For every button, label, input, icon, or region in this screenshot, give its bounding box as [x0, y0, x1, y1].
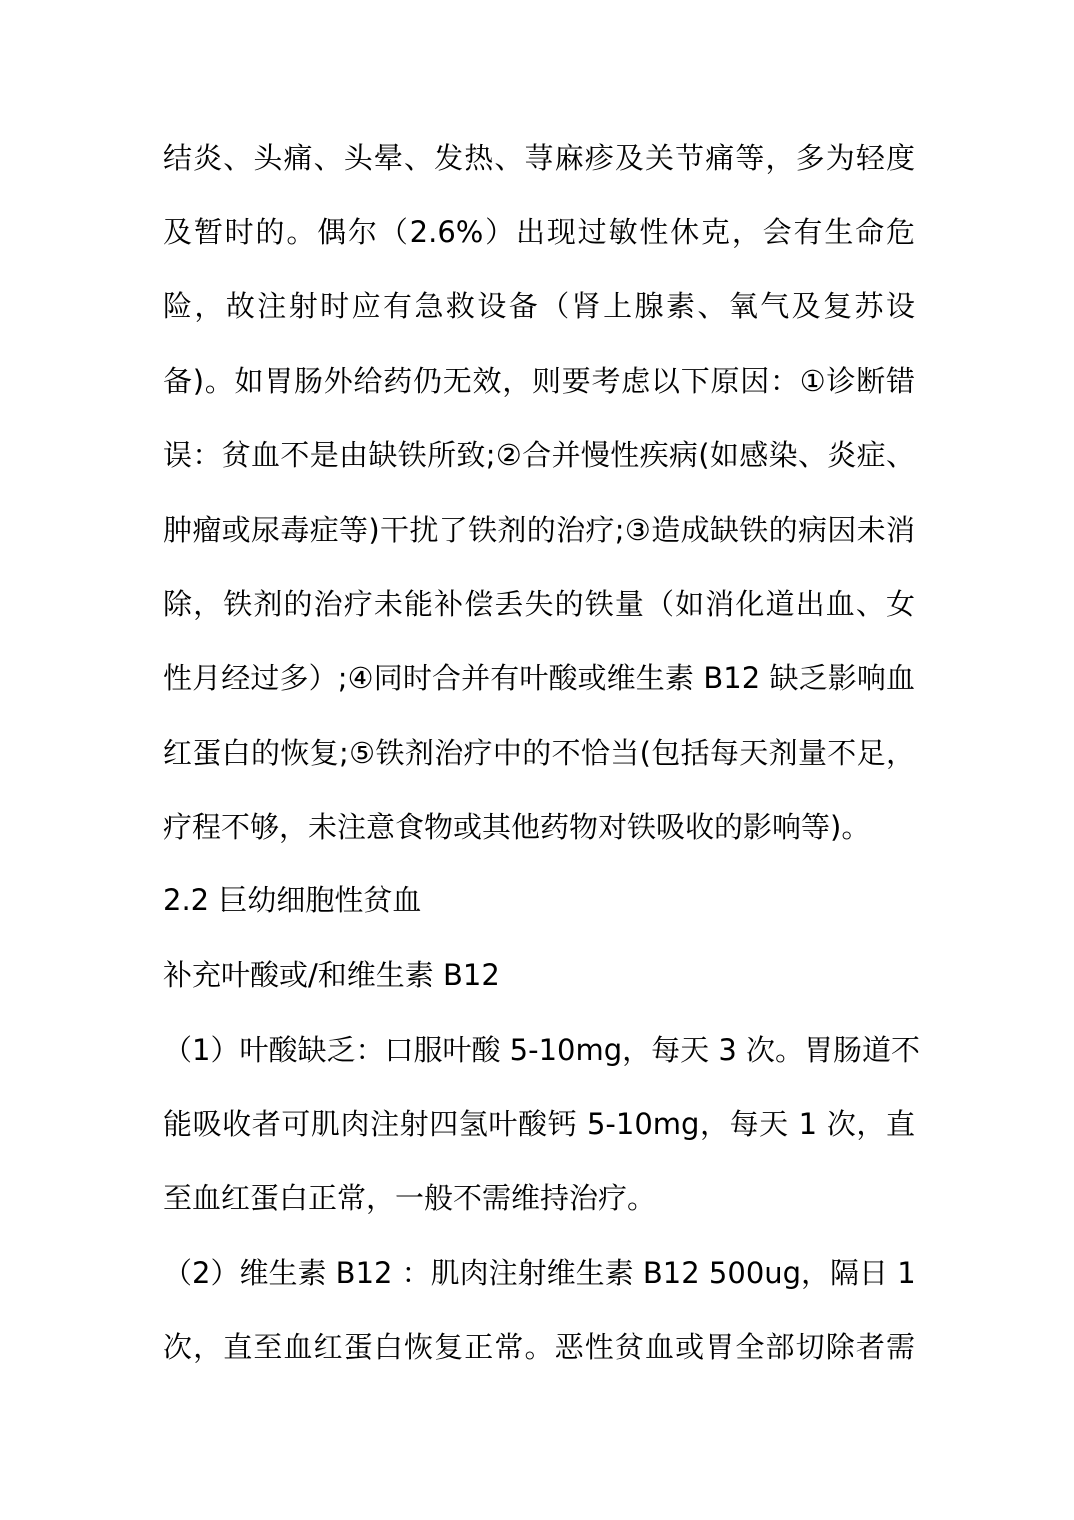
text-line: 次，直至血红蛋白恢复正常。恶性贫血或胃全部切除者需 [163, 1330, 915, 1364]
text-line: 肿瘤或尿毒症等)干扰了铁剂的治疗;③造成缺铁的病因未消 [163, 513, 915, 547]
text-line: （2）维生素 B12 ：肌肉注射维生素 B12 500ug，隔日 1 [163, 1256, 916, 1290]
text-line: 红蛋白的恢复;⑤铁剂治疗中的不恰当(包括每天剂量不足， [163, 736, 915, 770]
text-line: 及暂时的。偶尔（2.6%）出现过敏性休克，会有生命危 [163, 215, 915, 249]
section-heading: 2.2 巨幼细胞性贫血 [163, 883, 422, 917]
text-line: 性月经过多）;④同时合并有叶酸或维生素 B12 缺乏影响血 [163, 661, 915, 695]
text-line: 补充叶酸或/和维生素 B12 [163, 958, 500, 992]
text-line: 能吸收者可肌肉注射四氢叶酸钙 5-10mg，每天 1 次，直 [163, 1107, 915, 1141]
text-line: 险，故注射时应有急救设备（肾上腺素、氧气及复苏设 [163, 289, 915, 323]
text-line: 结炎、头痛、头晕、发热、荨麻疹及关节痛等，多为轻度 [163, 141, 915, 175]
text-line: 至血红蛋白正常，一般不需维持治疗。 [163, 1181, 657, 1215]
text-line: 疗程不够，未注意食物或其他药物对铁吸收的影响等)。 [163, 810, 871, 844]
text-line: 除，铁剂的治疗未能补偿丢失的铁量（如消化道出血、女 [163, 587, 915, 621]
text-line: 误：贫血不是由缺铁所致;②合并慢性疾病(如感染、炎症、 [163, 438, 915, 472]
text-line: （1）叶酸缺乏：口服叶酸 5-10mg，每天 3 次。胃肠道不 [163, 1033, 921, 1067]
text-line: 备)。如胃肠外给药仍无效，则要考虑以下原因：①诊断错 [163, 364, 915, 398]
